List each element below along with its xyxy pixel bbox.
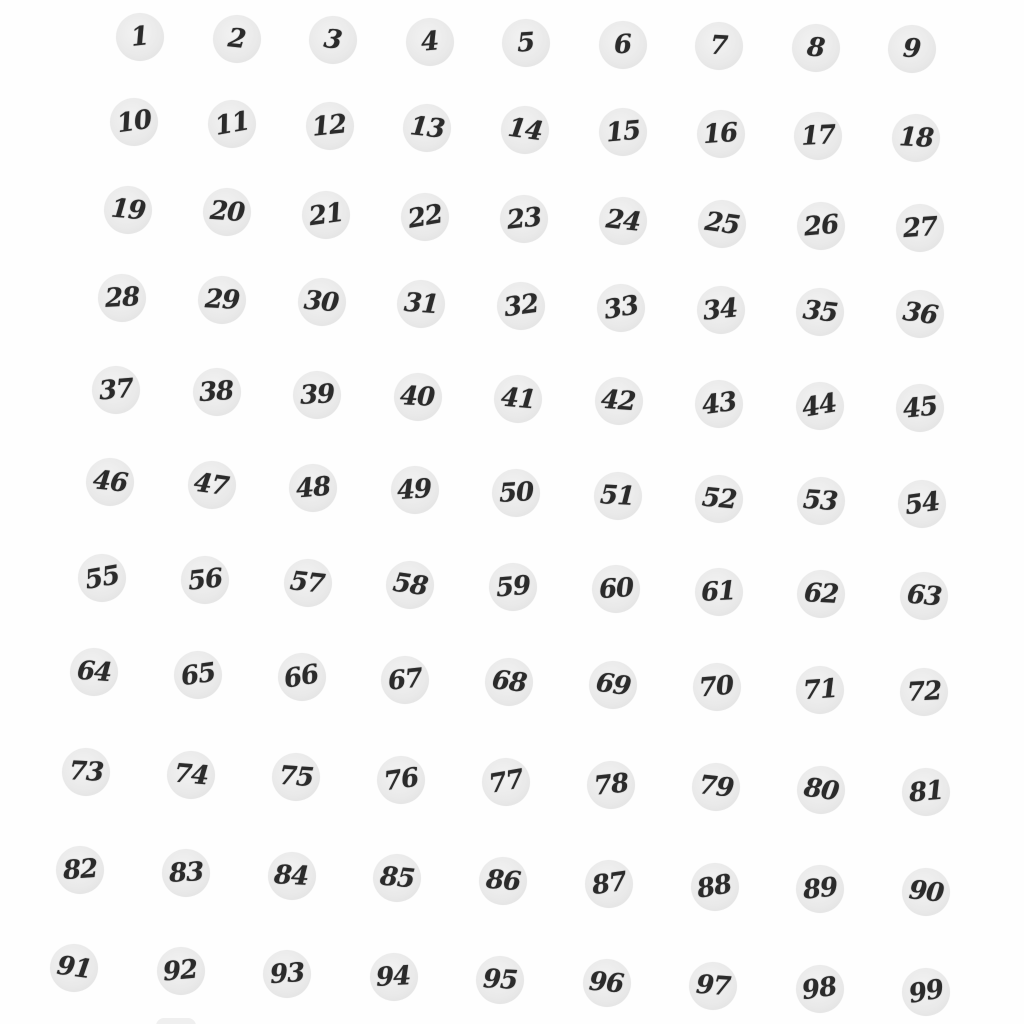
number-sticker xyxy=(162,849,210,897)
number-sticker xyxy=(78,554,126,602)
number-sticker xyxy=(406,18,454,66)
number-sticker xyxy=(902,968,950,1016)
sticker-number: 90 xyxy=(907,875,945,909)
sticker-number: 49 xyxy=(396,474,433,507)
sticker-number: 57 xyxy=(288,565,327,600)
number-sticker xyxy=(689,962,737,1010)
number-sticker xyxy=(157,947,205,995)
sticker-number: 54 xyxy=(902,486,942,522)
sticker-number: 19 xyxy=(109,193,147,227)
number-sticker xyxy=(900,572,948,620)
sticker-number: 78 xyxy=(592,767,630,802)
number-sticker xyxy=(796,288,844,336)
sticker-number: 85 xyxy=(378,861,416,895)
sticker-number: 22 xyxy=(405,199,445,235)
number-sticker xyxy=(595,377,643,425)
number-sticker xyxy=(797,202,845,250)
number-sticker xyxy=(397,280,445,328)
sticker-number: 45 xyxy=(901,391,939,425)
sticker-number: 48 xyxy=(294,471,332,504)
number-sticker xyxy=(589,661,637,709)
sticker-number: 20 xyxy=(208,196,246,229)
sticker-number: 29 xyxy=(203,284,240,316)
number-sticker xyxy=(695,22,743,70)
sticker-number: 59 xyxy=(494,570,532,604)
sticker-number: 70 xyxy=(698,670,735,704)
number-sticker xyxy=(272,753,320,801)
sticker-number: 15 xyxy=(604,115,642,149)
sticker-number: 52 xyxy=(700,482,738,515)
number-sticker xyxy=(306,102,354,150)
sticker-number: 34 xyxy=(701,293,740,327)
sticker-number: 83 xyxy=(167,856,204,889)
number-sticker xyxy=(888,25,936,73)
sticker-number: 97 xyxy=(694,969,732,1003)
number-sticker xyxy=(193,368,241,416)
sticker-number: 80 xyxy=(801,772,841,807)
number-sticker xyxy=(896,290,944,338)
number-sticker xyxy=(796,965,844,1013)
sticker-number: 27 xyxy=(901,211,939,245)
sticker-number: 18 xyxy=(898,122,934,154)
sticker-number: 99 xyxy=(906,974,946,1010)
sticker-number: 42 xyxy=(600,385,637,418)
sticker-number: 62 xyxy=(803,577,840,610)
number-sticker xyxy=(697,286,745,334)
sticker-number: 43 xyxy=(699,386,739,421)
sticker-number: 93 xyxy=(268,957,306,991)
sticker-number: 23 xyxy=(505,202,543,236)
number-sticker xyxy=(494,375,542,423)
sticker-number: 68 xyxy=(490,665,528,699)
sticker-number: 4 xyxy=(419,25,440,58)
number-sticker xyxy=(896,384,944,432)
sticker-number: 30 xyxy=(303,285,340,319)
sticker-number: 12 xyxy=(310,109,349,143)
sticker-number: 95 xyxy=(482,964,518,996)
number-sticker xyxy=(208,100,256,148)
sticker-number: 41 xyxy=(499,382,537,416)
sticker-number: 7 xyxy=(709,30,729,62)
number-sticker xyxy=(902,868,950,916)
sticker-number: 96 xyxy=(588,966,625,1000)
sticker-number: 71 xyxy=(802,673,839,706)
number-sticker xyxy=(104,186,152,234)
number-sticker xyxy=(394,373,442,421)
sticker-number: 28 xyxy=(104,282,140,314)
sticker-number: 40 xyxy=(399,380,436,413)
sticker-number: 33 xyxy=(601,290,641,326)
sticker-number: 14 xyxy=(505,112,545,148)
number-sticker xyxy=(587,761,635,809)
sticker-number: 82 xyxy=(61,853,99,887)
sticker-number: 13 xyxy=(408,111,446,145)
sticker-number: 88 xyxy=(695,868,734,905)
number-sticker xyxy=(110,98,158,146)
sticker-number: 89 xyxy=(801,872,839,906)
number-sticker xyxy=(797,766,845,814)
number-sticker xyxy=(599,21,647,69)
number-sticker xyxy=(585,860,633,908)
number-sticker xyxy=(500,195,548,243)
number-sticker xyxy=(796,865,844,913)
number-sticker xyxy=(203,188,251,236)
sticker-number: 60 xyxy=(597,573,634,606)
sticker-number: 76 xyxy=(381,762,421,797)
number-sticker xyxy=(792,24,840,72)
sticker-number: 32 xyxy=(501,288,541,324)
number-sticker xyxy=(691,863,739,911)
number-sticker xyxy=(476,956,524,1004)
number-sticker xyxy=(309,16,357,64)
sticker-number: 84 xyxy=(273,859,310,892)
number-sticker xyxy=(56,846,104,894)
sticker-number: 53 xyxy=(802,485,839,518)
number-sticker xyxy=(695,380,743,428)
number-sticker xyxy=(796,382,844,430)
sticker-number: 26 xyxy=(802,209,840,243)
sticker-number: 11 xyxy=(212,106,252,142)
sticker-number: 94 xyxy=(375,961,412,993)
number-sticker xyxy=(594,472,642,520)
sticker-number: 25 xyxy=(702,206,742,241)
number-sticker xyxy=(794,112,842,160)
number-sticker xyxy=(695,568,743,616)
sticker-number: 5 xyxy=(516,27,536,59)
number-sticker xyxy=(797,477,845,525)
number-sticker xyxy=(692,763,740,811)
number-sticker xyxy=(501,106,549,154)
number-sticker xyxy=(492,469,540,517)
sticker-number: 44 xyxy=(800,388,839,424)
sticker-number: 9 xyxy=(902,33,922,65)
number-sticker xyxy=(695,475,743,523)
number-sticker xyxy=(583,959,631,1007)
sticker-number: 73 xyxy=(68,756,104,788)
sticker-number: 64 xyxy=(75,655,113,689)
sticker-number: 10 xyxy=(114,104,154,140)
number-sticker xyxy=(592,565,640,613)
number-sticker xyxy=(902,768,950,816)
sticker-number: 67 xyxy=(386,662,424,697)
number-sticker xyxy=(86,458,134,506)
number-sticker xyxy=(302,191,350,239)
sticker-number: 50 xyxy=(498,477,534,509)
sticker-number: 81 xyxy=(907,775,945,809)
number-sticker xyxy=(174,651,222,699)
sticker-number: 16 xyxy=(702,117,739,151)
number-sticker xyxy=(401,193,449,241)
sticker-number: 66 xyxy=(282,659,321,695)
number-sticker xyxy=(391,466,439,514)
number-sticker xyxy=(98,274,146,322)
number-sticker xyxy=(370,953,418,1001)
number-sticker xyxy=(50,944,98,992)
number-sticker xyxy=(289,464,337,512)
sticker-number: 74 xyxy=(172,758,210,791)
number-sticker xyxy=(892,114,940,162)
number-sticker xyxy=(62,748,110,796)
number-sticker xyxy=(116,13,164,61)
partial-sticker-edge xyxy=(156,1018,196,1024)
sticker-number: 77 xyxy=(486,764,526,800)
number-sticker xyxy=(485,658,533,706)
sticker-number: 21 xyxy=(306,197,346,232)
sticker-number: 86 xyxy=(484,864,522,898)
number-sticker xyxy=(181,556,229,604)
number-sticker xyxy=(698,200,746,248)
number-sticker xyxy=(263,950,311,998)
sticker-number: 35 xyxy=(801,295,839,329)
sticker-number: 65 xyxy=(178,657,217,692)
number-sticker xyxy=(278,653,326,701)
number-sticker xyxy=(797,570,845,618)
sticker-number: 17 xyxy=(800,120,837,152)
number-sticker xyxy=(198,276,246,324)
sticker-number: 91 xyxy=(54,950,94,986)
sticker-number: 72 xyxy=(906,676,942,708)
sticker-number: 38 xyxy=(198,376,235,409)
number-sticker xyxy=(298,278,346,326)
number-sticker xyxy=(489,563,537,611)
number-sticker xyxy=(403,104,451,152)
number-sticker xyxy=(284,559,332,607)
number-sticker xyxy=(796,666,844,714)
number-sticker xyxy=(697,110,745,158)
number-sticker xyxy=(482,758,530,806)
sticker-number: 39 xyxy=(299,378,335,411)
sticker-number: 92 xyxy=(162,954,199,988)
sticker-number: 61 xyxy=(700,575,737,608)
sticker-number: 51 xyxy=(599,479,636,512)
number-sticker xyxy=(898,480,946,528)
number-sticker xyxy=(896,204,944,252)
sticker-number: 55 xyxy=(82,560,122,596)
sticker-number: 3 xyxy=(322,23,344,57)
number-sticker xyxy=(70,648,118,696)
sticker-number: 75 xyxy=(277,760,315,794)
number-sticker xyxy=(386,561,434,609)
number-sticker xyxy=(599,197,647,245)
number-sticker xyxy=(213,15,261,63)
number-sticker xyxy=(167,751,215,799)
number-sticker xyxy=(597,284,645,332)
sticker-number: 56 xyxy=(186,563,224,597)
number-sticker xyxy=(381,656,429,704)
number-sticker xyxy=(293,371,341,419)
sticker-number: 69 xyxy=(593,667,632,702)
number-sticker xyxy=(92,366,140,414)
number-sticker xyxy=(599,108,647,156)
number-sticker xyxy=(268,852,316,900)
sticker-number: 98 xyxy=(800,971,839,1007)
number-sticker xyxy=(188,461,236,509)
number-sticker xyxy=(502,19,550,67)
sticker-number: 1 xyxy=(129,21,151,53)
number-sticker xyxy=(900,668,948,716)
number-sticker xyxy=(497,282,545,330)
sticker-number: 8 xyxy=(805,31,826,64)
number-sticker xyxy=(479,857,527,905)
sticker-number: 63 xyxy=(905,579,943,613)
sticker-number: 46 xyxy=(91,465,129,499)
number-sticker xyxy=(693,663,741,711)
sticker-number: 6 xyxy=(613,29,632,60)
sticker-number: 24 xyxy=(604,204,642,238)
sticker-number: 58 xyxy=(391,567,430,602)
sticker-number: 47 xyxy=(192,467,231,502)
sticker-number: 79 xyxy=(697,770,735,804)
number-sticker xyxy=(377,756,425,804)
sticker-number: 87 xyxy=(589,866,628,901)
sticker-number: 36 xyxy=(900,296,940,332)
sticker-number: 2 xyxy=(226,22,247,55)
sticker-number: 31 xyxy=(403,287,440,321)
number-sticker xyxy=(373,854,421,902)
sticker-number: 37 xyxy=(97,373,135,407)
